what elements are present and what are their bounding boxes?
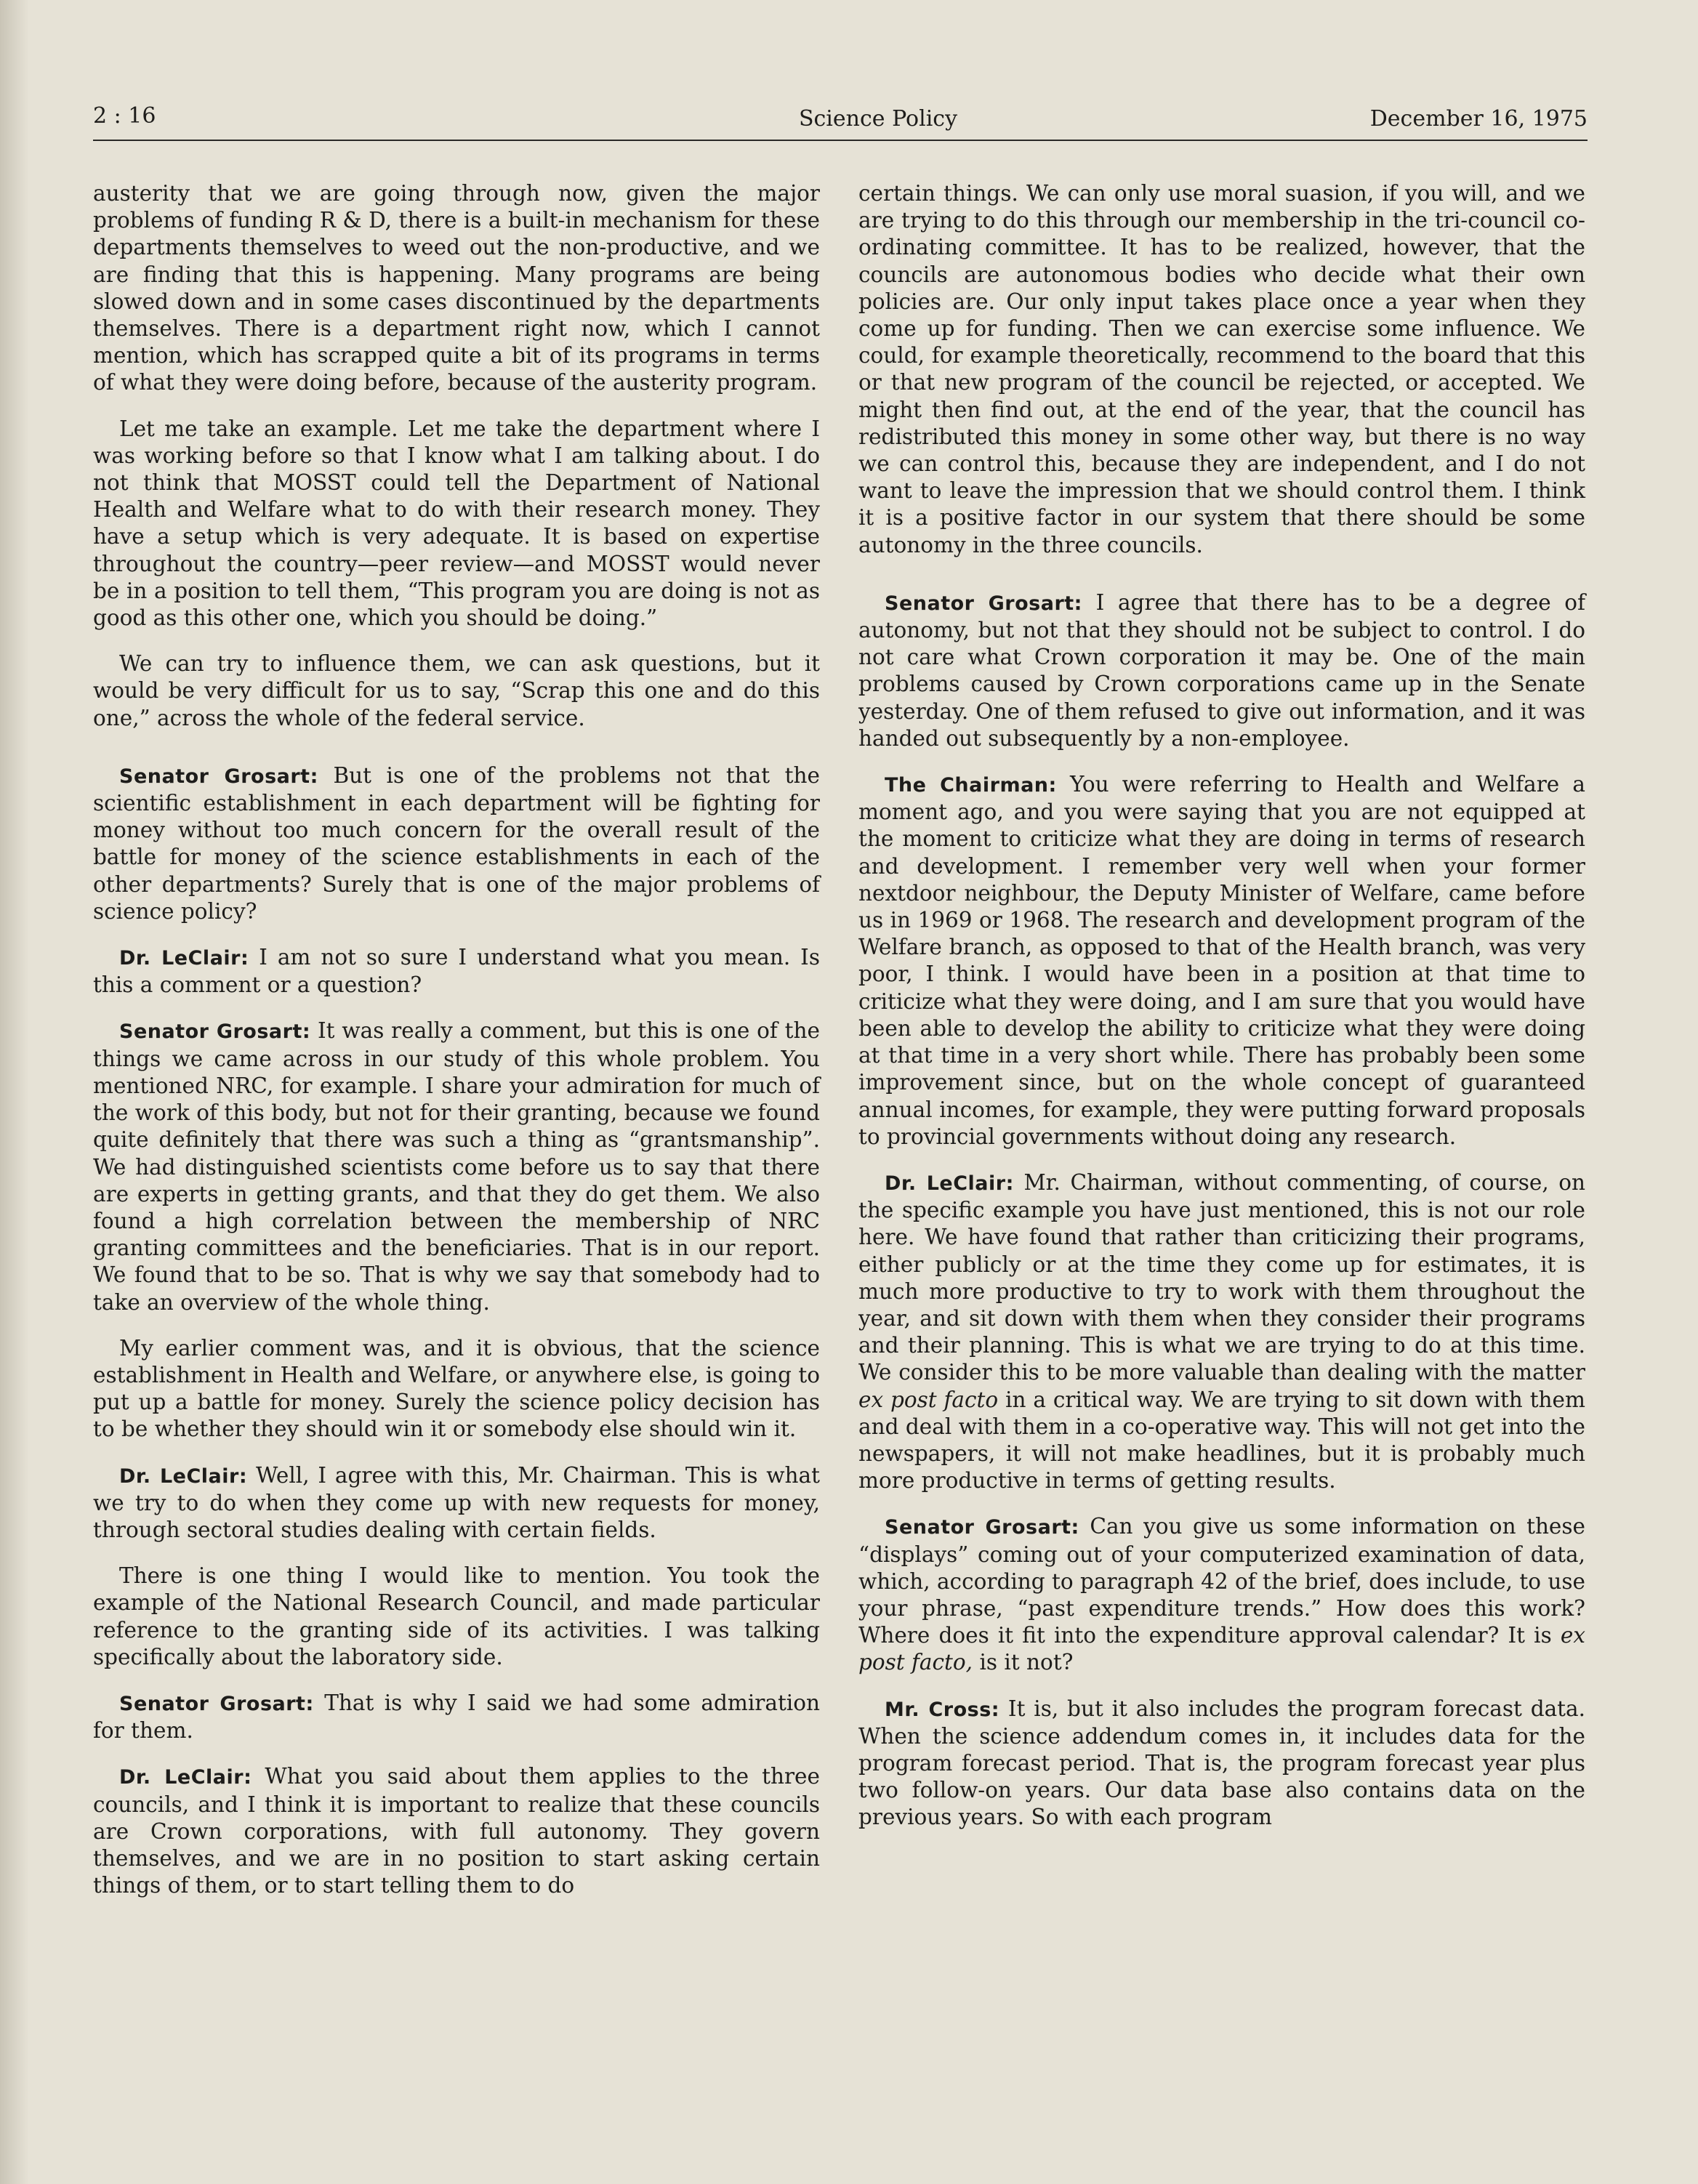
- paragraph: Dr. LeClair: Mr. Chairman, without commenting, of course, on the specific example you have just mentioned, this is not our role here. We have found that rather than criticizing their programs, either publicly or at the time they come up for estimates, it is much more productive to try to work with them throughout the year, and sit down with them when they consider their programs and their planning. This is what we are trying to do at this time. We consider this to be more valuable than dealing with the matter ex post facto in a critical way. We are trying to sit down with them and deal with them in a co-operative way. This will not get into the newspapers, it will not make headlines, but it is probably much more productive in terms of getting results.: [858, 1169, 1585, 1494]
- italic-phrase: ex post facto: [858, 1387, 999, 1412]
- speaker-name: Mr. Cross:: [885, 1698, 1000, 1721]
- speaker-name: Dr. LeClair:: [119, 1766, 252, 1789]
- left-column: [93, 180, 820, 1918]
- page-number: 2 : 16: [93, 103, 156, 129]
- speaker-name: Dr. LeClair:: [119, 947, 249, 970]
- speaker-name: The Chairman:: [885, 774, 1057, 797]
- paragraph: There is one thing I would like to mention. You took the example of the National Research Council, and made particular reference to the granting side of its activities. I was talking specifically about the laboratory side.: [93, 1563, 820, 1669]
- paragraph: Mr. Cross: It is, but it also includes the program forecast data. When the science addendum comes in, it includes data for the program forecast period. That is, the program forecast year plus two follow-on years. Our data base also contains data on the previous years. So with each program: [858, 1696, 1585, 1830]
- paragraph: austerity that we are going through now, given the major problems of funding R & D, there is a built-in mechanism for these departments themselves to weed out the non-productive, and we are finding that this is happening. Many programs are being slowed down and in some cases discontinued by the departments themselves. There is a department right now, which I cannot mention, which has scrapped quite a bit of its programs in terms of what they were doing before, because of the austerity program.: [93, 181, 820, 395]
- speaker-name: Dr. LeClair:: [885, 1172, 1014, 1195]
- paragraph: certain things. We can only use moral suasion, if you will, and we are trying to do this through our membership in the tri-council co-ordinating committee. It has to be realized, however, that the councils are autonomous bodies who decide what their own policies are. Our only input takes place once a year when they come up for funding. Then we can exercise some influence. We could, for example theoretically, recommend to the board that this or that new program of the council be rejected, or accepted. We might then find out, at the end of the year, that the council has redistributed this money in some other way, but there is no way we can control this, because they are independent, and I do not want to leave the impression that we should control them. I think it is a positive factor in our system that there should be some autonomy in the three councils.: [858, 181, 1585, 557]
- paragraph: We can try to influence them, we can ask questions, but it would be very difficult for us to say, “Scrap this one and do this one,” across the whole of the federal service.: [93, 651, 820, 730]
- speaker-name: Dr. LeClair:: [119, 1464, 248, 1488]
- paragraph: Senator Grosart: Can you give us some information on these “displays” coming out of your computerized examination of data, which, according to paragraph 42 of the brief, does include, to use your phrase, “past expenditure trends.” How does this work? Where does it fit into the expenditure approval calendar? It is ex post facto, is it not?: [858, 1514, 1585, 1675]
- paragraph: Dr. LeClair: Well, I agree with this, Mr. Chairman. This is what we try to do when they come up with new requests for money, through sectoral studies dealing with certain fields.: [93, 1462, 821, 1542]
- paragraph: The Chairman: You were referring to Health and Welfare a moment ago, and you were saying that you are not equipped at the moment to criticize what they are doing in terms of research and development. I remember very well when your former nextdoor neighbour, the Deputy Minister of Welfare, came before us in 1969 or 1968. The research and development program of the Welfare branch, as opposed to that of the Health branch, was very poor, I think. I would have been in a position at that time to criticize what they were doing, and I am sure that you would have been able to develop the ability to criticize what they were doing at that time in a very short while. There has probably been some improvement since, but on the whole concept of guaranteed annual incomes, for example, they were putting forward proposals to provincial governments without doing any research.: [858, 772, 1585, 1149]
- speaker-name: Senator Grosart:: [885, 592, 1082, 615]
- paragraph: Senator Grosart: It was really a comment, but this is one of the things we came across in our study of this whole problem. You mentioned NRC, for example. I share your admiration for much of the work of this body, but not for their granting, because we found quite definitely that there was such a thing as “grantsmanship”. We had distinguished scientists come before us to say that there are experts in getting grants, and that they do get them. We also found a high correlation between the membership of NRC granting committees and the beneficiaries. That is in our report. We found that to be so. That is why we say that somebody had to take an overview of the whole thing.: [93, 1018, 820, 1315]
- running-header: [93, 102, 1588, 141]
- paragraph: Senator Grosart: I agree that there has to be a degree of autonomy, but not that they should not be subject to control. I do not care what Crown corporation it may be. One of the main problems caused by Crown corporations came up in the Senate yesterday. One of them refused to give out information, and it was handed out subsequently by a non-employee.: [858, 589, 1585, 751]
- publication-title: Science Policy: [798, 106, 958, 132]
- paragraph: Dr. LeClair: What you said about them applies to the three councils, and I think it is important to realize that these councils are Crown corporations, with full autonomy. They govern themselves, and we are in no position to start asking certain things of them, or to start telling them to do: [93, 1764, 820, 1898]
- paragraph: My earlier comment was, and it is obvious, that the science establishment in Health and Welfare, or anywhere else, is going to put up a battle for money. Surely the science policy decision has to be whether they should win it or somebody else should win it.: [93, 1335, 820, 1442]
- paragraph: Dr. LeClair: I am not so sure I understand what you mean. Is this a comment or a question?: [93, 945, 820, 998]
- page-binding-shadow: [0, 0, 29, 2184]
- right-column: [858, 180, 1585, 1850]
- speaker-name: Senator Grosart:: [119, 765, 318, 788]
- italic-phrase: ex post facto,: [858, 1623, 1585, 1675]
- paragraph: Senator Grosart: But is one of the problems not that the scientific establishment in each department will be fighting for money without too much concern for the overall result of the battle for money of the science establishments in each of the other departments? Surely that is one of the major problems of science policy?: [93, 762, 820, 924]
- paragraph: Senator Grosart: That is why I said we had some admiration for them.: [93, 1690, 820, 1744]
- header-date: December 16, 1975: [1369, 106, 1588, 132]
- speaker-name: Senator Grosart:: [119, 1692, 314, 1715]
- speaker-name: Senator Grosart:: [885, 1516, 1079, 1539]
- paragraph: Let me take an example. Let me take the department where I was working before so that I know what I am talking about. I do not think that MOSST could tell the Department of National Health and Welfare what to do with their research money. They have a setup which is very adequate. It is based on expertise throughout the country—peer review—and MOSST would never be in a position to tell them, “This program you are doing is not as good as this other one, which you should be doing.”: [93, 416, 820, 631]
- speaker-name: Senator Grosart:: [119, 1020, 311, 1044]
